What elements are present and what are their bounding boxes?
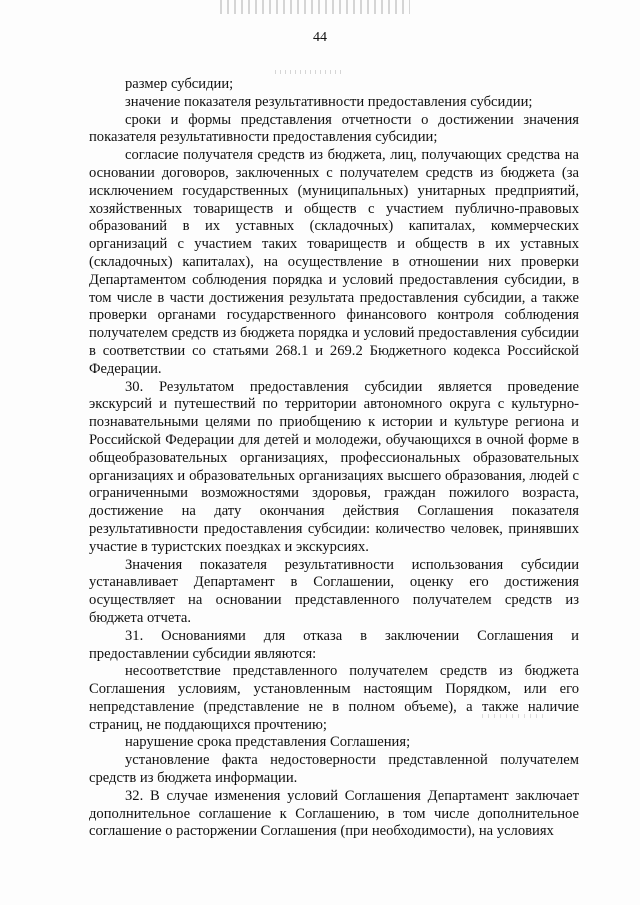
paragraph: согласие получателя средств из бюджета, лиц, получающих средства на основании договоров, заключенных с получателем средств из бюджета (за исключением государственных (муниципальных) унитарных предприятий, хозяйственных товариществ и обществ с участием публично-правовых образований в их уставных (складочных) капиталах, коммерческих организаций с участием таких товариществ и обществ в их уставных (складочных) капиталах), на осуществление в отношении них проверки Департаментом соблюдения порядка и условий предоставления субсидии, в том числе в части достижения результата предоставления субсидии, а также проверки органами государственного финансового контроля соблюдения получателем средств из бюджета порядка и условий предоставления субсидии в соответствии со статьями 268.1 и 269.2 Бюджетного кодекса Российской Федерации. (89, 147, 579, 377)
paragraph: 32. В случае изменения условий Соглашения Департамент заключает дополнительное соглашение к Соглашению, в том числе дополнительное соглашение о расторжении Соглашения (при необходимости), на условиях (89, 787, 579, 840)
scan-artifact (220, 0, 410, 14)
document-body (89, 76, 579, 841)
paragraph: размер субсидии; (125, 76, 234, 92)
paragraph: Значения показателя результативности использования субсидии устанавливает Департамент в Соглашении, оценку его достижения осуществляет на основании представленного получателем средств из бюджета отчета. (89, 556, 579, 626)
paragraph: нарушение срока представления Соглашения; (125, 734, 411, 751)
paragraph: несоответствие представленного получателем средств из бюджета Соглашения условиям, установленным настоящим Порядком, или его непредставление (представление не в полном объеме), а также наличие страниц, не поддающихся прочтению; (89, 663, 579, 733)
scan-artifact (275, 70, 345, 74)
paragraph: установление факта недостоверности представленной получателем средств из бюджета информации. (89, 752, 579, 787)
paragraph: 31. Основаниями для отказа в заключении Соглашения и предоставлении субсидии являются: (89, 627, 579, 662)
paragraph: значение показателя результативности предоставления субсидии; (125, 93, 533, 110)
page-number: 44 (313, 30, 327, 45)
paragraph: 30. Результатом предоставления субсидии является проведение экскурсий и путешествий по территории автономного округа с культурно-познавательными целями по приобщению к истории и культуре региона и Российской Федерации для детей и молодежи, обучающихся в очной форме в общеобразовательных организациях, профессиональных образовательных организациях и образовательных организациях высшего образования, людей с ограниченными возможностями здоровья, граждан пожилого возраста, достижение на дату окончания действия Соглашения показателя результативности предоставления субсидии: количество человек, принявших участие в туристских поездках и экскурсиях. (89, 378, 579, 555)
paragraph: сроки и формы представления отчетности о достижении значения показателя результативности предоставления субсидии; (89, 111, 579, 146)
